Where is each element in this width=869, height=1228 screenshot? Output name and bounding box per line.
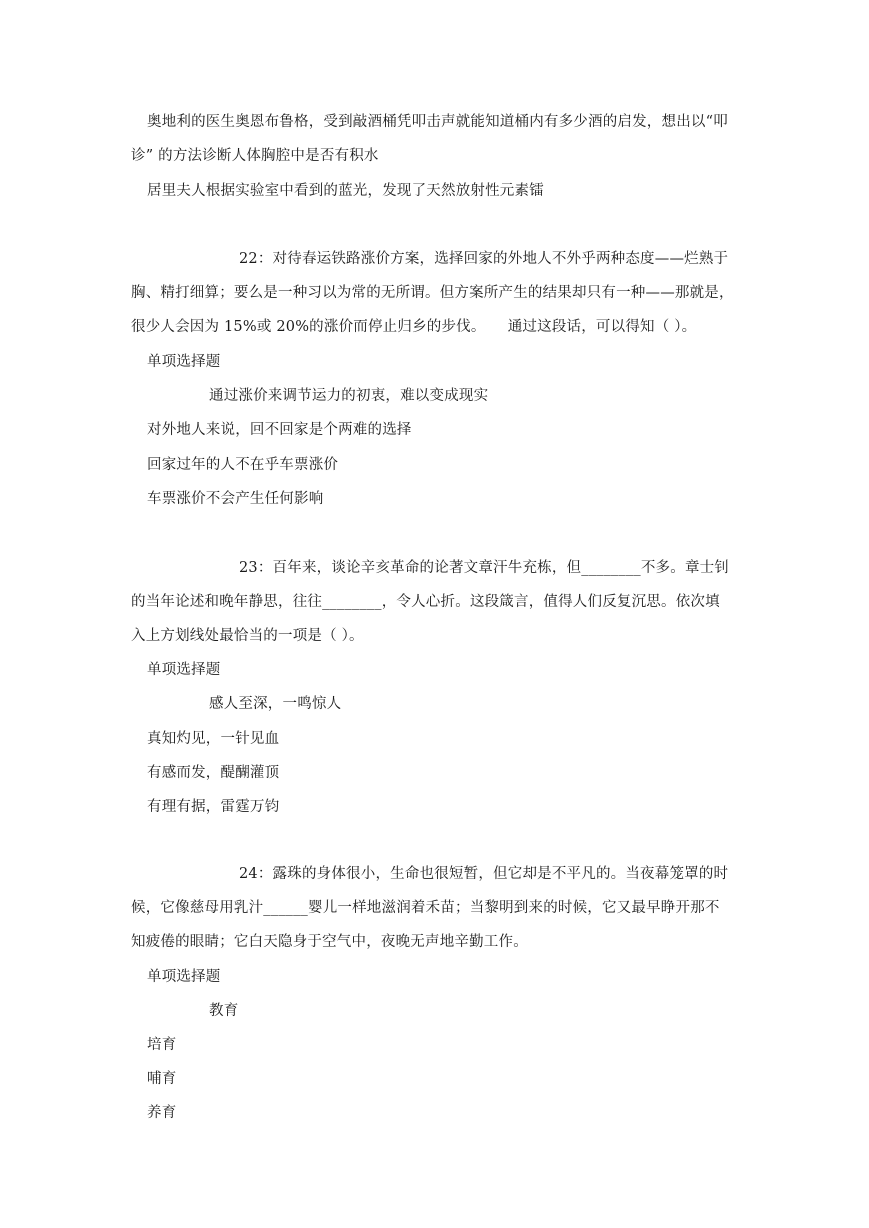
question-22-text: 胸、精打细算；要么是一种习以为常的无所谓。但方案所产生的结果却只有一种——那就是，	[131, 285, 734, 301]
option-a: 感人至深，一鸣惊人	[209, 696, 342, 712]
option-a: 教育	[209, 1003, 239, 1019]
question-type-label: 单项选择题	[147, 662, 221, 678]
option-c: 有感而发，醍醐灌顶	[147, 765, 280, 781]
option-b: 对外地人来说，回不回家是个两难的选择	[147, 422, 412, 438]
option-d: 车票涨价不会产生任何影响	[147, 491, 324, 507]
option-c: 哺育	[147, 1071, 177, 1087]
option-b: 培育	[147, 1037, 177, 1053]
question-23-text: 入上方划线处最恰当的一项是（ ）。	[131, 628, 364, 644]
option-text: 居里夫人根据实验室中看到的蓝光，发现了天然放射性元素镭	[147, 183, 544, 199]
question-type-label: 单项选择题	[147, 354, 221, 370]
question-24-text: 候，它像慈母用乳汁______婴儿一样地滋润着禾苗；当黎明到来的时候，它又最早睁开那不	[131, 900, 720, 916]
question-23-text: 23：百年来，谈论辛亥革命的论著文章汗牛充栋，但________不多。章士钊	[239, 560, 730, 576]
question-type-label: 单项选择题	[147, 969, 221, 985]
question-22-text: 很少人会因为 15%或 20%的涨价而停止归乡的步伐。 通过这段话，可以得知（ ）。	[131, 319, 697, 335]
question-22-text: 22：对待春运铁路涨价方案，选择回家的外地人不外乎两种态度——烂熟于	[239, 251, 729, 267]
option-b: 真知灼见，一针见血	[147, 731, 280, 747]
question-24-text: 知疲倦的眼睛；它白天隐身于空气中，夜晚无声地辛勤工作。	[131, 934, 528, 950]
option-d: 养育	[147, 1105, 177, 1121]
option-c: 回家过年的人不在乎车票涨价	[147, 457, 339, 473]
option-text: 奥地利的医生奥恩布鲁格，受到敲酒桶凭叩击声就能知道桶内有多少酒的启发，想出以“叩	[147, 114, 728, 130]
option-text-continued: 诊” 的方法诊断人体胸腔中是否有积水	[131, 148, 379, 164]
question-23-text: 的当年论述和晚年静思，往往________，令人心折。这段箴言，值得人们反复沉思。依次填	[131, 594, 720, 610]
question-24-text: 24：露珠的身体很小，生命也很短暂，但它却是不平凡的。当夜幕笼罩的时	[239, 866, 729, 882]
option-d: 有理有据，雷霆万钧	[147, 799, 280, 815]
option-a: 通过涨价来调节运力的初衷，难以变成现实	[209, 388, 489, 404]
